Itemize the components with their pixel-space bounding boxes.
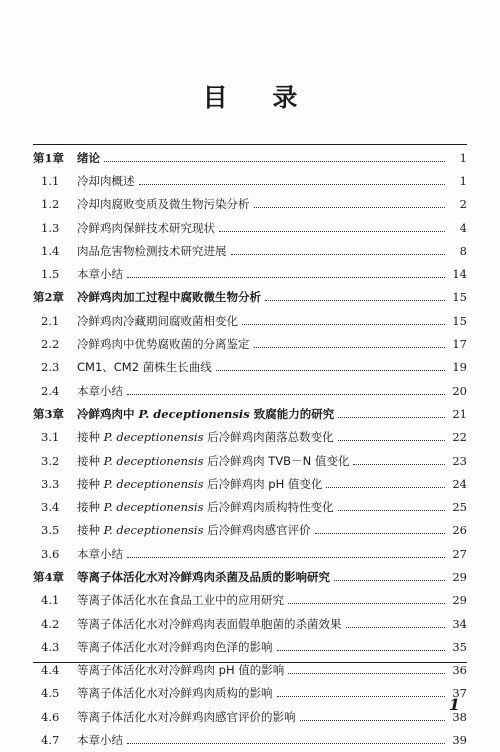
toc-entry-title-part: 接种: [77, 453, 104, 468]
dot-leader: [346, 626, 446, 628]
toc-entry-number: 1.4: [41, 243, 60, 258]
toc-page-number: 35: [452, 639, 467, 654]
toc-entry-title: 冷鲜鸡肉中优势腐败菌的分离鉴定: [77, 337, 250, 352]
toc-page-number: 22: [452, 430, 467, 445]
divider-top: [33, 144, 467, 145]
dot-leader: [338, 439, 445, 441]
toc-section-row[interactable]: [33, 705, 467, 728]
toc-entry-number: 2.4: [41, 383, 60, 398]
dot-leader: [326, 486, 445, 488]
toc-entry-title-part: 冷鲜鸡肉中: [77, 406, 139, 421]
toc-section-row[interactable]: [33, 193, 467, 216]
toc-entry-title: 等离子体活化水对冷鲜鸡肉表面假单胞菌的杀菌效果: [77, 616, 342, 631]
toc-entry-title: 绪论: [77, 150, 100, 165]
toc-entry-number: 第1章: [33, 150, 65, 165]
toc-chapter-row[interactable]: [33, 565, 467, 588]
dot-leader: [338, 509, 445, 511]
toc-entry-number: 3.4: [41, 500, 60, 515]
toc-entry-number: 2.1: [41, 313, 60, 328]
dot-leader: [334, 579, 445, 581]
toc-entry-number: 4.6: [41, 709, 60, 724]
toc-entry-title: 等离子体活化水在食品工业中的应用研究: [77, 593, 284, 608]
toc-entry-title-part: 接种: [77, 500, 104, 515]
toc-section-row[interactable]: [33, 728, 467, 751]
toc-entry-title: 本章小结: [77, 733, 123, 748]
toc-entry-title-part: 后冷鲜鸡肉感官评价: [203, 523, 311, 538]
toc-entry-title: 本章小结: [77, 546, 123, 561]
toc-entry-title: 冷鲜鸡肉保鲜技术研究现状: [77, 220, 215, 235]
toc-page-number: 29: [452, 593, 467, 608]
toc-entry-title: 冷鲜鸡肉加工过程中腐败微生物分析: [77, 290, 261, 305]
toc-section-row[interactable]: [33, 449, 467, 472]
toc-page-number: 20: [452, 383, 467, 398]
page-title: 目 录: [202, 83, 316, 112]
toc-entry-title: 等离子体活化水对冷鲜鸡肉感官评价的影响: [77, 709, 296, 724]
dot-leader: [254, 346, 446, 348]
toc-page-number: 38: [452, 709, 467, 724]
toc-entry-number: 第3章: [33, 406, 65, 421]
toc-page-number: 24: [452, 476, 467, 491]
toc-section-row[interactable]: [33, 472, 467, 495]
toc-page-number: 1: [459, 150, 467, 165]
toc-page-number: 26: [452, 523, 467, 538]
toc-entry-title-part: 后冷鲜鸡肉质构特性变化: [203, 500, 334, 515]
toc-section-row[interactable]: [33, 332, 467, 355]
dot-leader: [127, 742, 445, 744]
toc-entry-title-part: 接种: [77, 476, 104, 491]
toc-entry-number: 4.3: [41, 639, 60, 654]
toc-entry-number: 3.6: [41, 546, 60, 561]
toc-page-number: 34: [452, 616, 467, 631]
toc-entry-number: 2.3: [41, 360, 60, 375]
dot-leader: [338, 416, 445, 418]
dot-leader: [288, 602, 445, 604]
toc-page-number: 1: [459, 173, 467, 188]
toc-page-number: 36: [452, 663, 467, 678]
dot-leader: [127, 556, 445, 558]
species-name: P. deceptionensis: [103, 430, 204, 445]
toc-entry-title-part: 后冷鲜鸡肉 TVB－N 值变化: [203, 453, 350, 468]
toc-page-number: 2: [459, 197, 467, 212]
dot-leader: [288, 672, 445, 674]
toc-entry-title-part: 接种: [77, 523, 104, 538]
toc-page-number: 19: [452, 360, 467, 375]
toc-entry-number: 1.2: [41, 197, 60, 212]
toc-section-row[interactable]: [33, 262, 467, 285]
toc-entry-title: 本章小结: [77, 383, 123, 398]
toc-entry-number: 第4章: [33, 569, 65, 584]
dot-leader: [216, 369, 445, 371]
toc-page-number: 37: [452, 686, 467, 701]
toc-entry-title: CM1、CM2 菌株生长曲线: [77, 360, 212, 375]
toc-section-row[interactable]: [33, 589, 467, 612]
toc-page-number: 15: [452, 313, 467, 328]
toc-entry-number: 3.3: [41, 476, 60, 491]
toc-section-row[interactable]: [33, 356, 467, 379]
toc-section-row[interactable]: [33, 239, 467, 262]
toc-section-row[interactable]: [33, 612, 467, 635]
toc-section-row[interactable]: [33, 309, 467, 332]
toc-entry-title: 等离子体活化水对冷鲜鸡肉 pH 值的影响: [77, 663, 285, 678]
species-name: P. deceptionensis: [103, 500, 204, 515]
toc-chapter-row[interactable]: [33, 146, 467, 169]
toc-entry-title-part: 接种: [77, 430, 104, 445]
toc-entry-number: 3.1: [41, 430, 60, 445]
toc-entry-title-part: 后冷鲜鸡肉 pH 值变化: [203, 476, 323, 491]
toc-entry-title: 等离子体活化水对冷鲜鸡肉色泽的影响: [77, 639, 273, 654]
toc-entry-number: 第2章: [33, 290, 65, 305]
toc-entry-number: 4.5: [41, 686, 60, 701]
toc-entry-title: [77, 522, 311, 538]
toc-section-row[interactable]: [33, 495, 467, 518]
dot-leader: [315, 532, 445, 534]
toc-entry-number: 1.3: [41, 220, 60, 235]
toc-section-row[interactable]: [33, 379, 467, 402]
toc-entry-title: 等离子体活化水对冷鲜鸡肉杀菌及品质的影响研究: [77, 569, 330, 584]
toc-page-number: 17: [452, 337, 467, 352]
toc-entry-title: 肉品危害物检测技术研究进展: [77, 243, 227, 258]
dot-leader: [127, 393, 445, 395]
toc-section-row[interactable]: [33, 519, 467, 542]
toc-entry-number: 3.2: [41, 453, 60, 468]
dot-leader: [139, 183, 446, 185]
species-name: P. deceptionensis: [103, 453, 204, 468]
dot-leader: [265, 299, 445, 301]
toc-page-number: 14: [452, 267, 467, 282]
toc-page-number: 39: [452, 733, 467, 748]
toc-entry-title: [77, 499, 334, 515]
toc-entry-number: 4.4: [41, 663, 60, 678]
toc-page-number: 21: [452, 406, 467, 421]
toc-entry-title: [77, 476, 322, 492]
toc-section-row[interactable]: [33, 169, 467, 192]
toc-page-number: 15: [452, 290, 467, 305]
toc-page-number: 27: [452, 546, 467, 561]
toc-page-number: 29: [452, 569, 467, 584]
toc-entry-number: 1.5: [41, 267, 60, 282]
toc-section-row[interactable]: [33, 542, 467, 565]
toc-page-number: 23: [452, 453, 467, 468]
toc-entry-title: [77, 429, 334, 445]
toc-entry-number: 3.5: [41, 523, 60, 538]
toc-entry-title: 等离子体活化水对冷鲜鸡肉质构的影响: [77, 686, 273, 701]
dot-leader: [254, 206, 446, 208]
toc-entry-number: 4.7: [41, 733, 60, 748]
dot-leader: [104, 160, 445, 162]
species-name: P. deceptionensis: [103, 476, 204, 491]
toc-entry-number: 1.1: [41, 173, 60, 188]
toc-section-row[interactable]: [33, 216, 467, 239]
dot-leader: [277, 695, 446, 697]
toc-entry-number: 4.1: [41, 593, 60, 608]
toc-entry-number: 4.2: [41, 616, 60, 631]
species-name: P. deceptionensis: [103, 523, 204, 538]
toc-section-row[interactable]: [33, 426, 467, 449]
toc-entry-number: 2.2: [41, 337, 60, 352]
toc-page-number: 8: [459, 243, 467, 258]
dot-leader: [277, 649, 446, 651]
table-of-contents: [33, 146, 467, 752]
toc-page-number: 4: [459, 220, 467, 235]
toc-entry-title: 冷却肉概述: [77, 173, 135, 188]
species-name: P. deceptionensis: [138, 406, 250, 421]
toc-section-row[interactable]: [33, 682, 467, 705]
dot-leader: [353, 463, 445, 465]
toc-entry-title: [77, 406, 334, 422]
dot-leader: [231, 253, 446, 255]
toc-chapter-row[interactable]: [33, 286, 467, 309]
toc-entry-title: 本章小结: [77, 267, 123, 282]
toc-section-row[interactable]: [33, 635, 467, 658]
toc-entry-title-part: 后冷鲜鸡肉菌落总数变化: [203, 430, 334, 445]
toc-entry-title: [77, 453, 349, 469]
dot-leader: [127, 276, 445, 278]
toc-page-number: 25: [452, 500, 467, 515]
toc-entry-title: 冷却肉腐败变质及微生物污染分析: [77, 197, 250, 212]
toc-chapter-row[interactable]: [33, 402, 467, 425]
dot-leader: [219, 230, 445, 232]
dot-leader: [242, 323, 445, 325]
toc-entry-title: 冷鲜鸡肉冷藏期间腐败菌相变化: [77, 313, 238, 328]
toc-entry-title-part: 致腐能力的研究: [249, 406, 335, 421]
divider-bottom: [33, 662, 467, 663]
dot-leader: [300, 719, 446, 721]
page-number: 1: [448, 695, 460, 714]
